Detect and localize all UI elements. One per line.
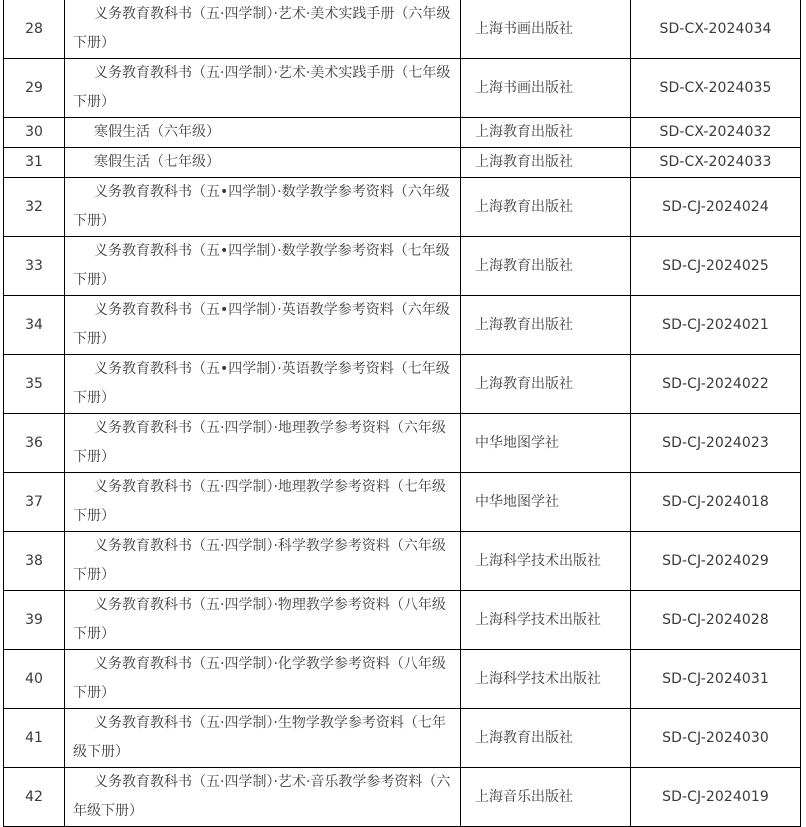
book-title — [65, 118, 461, 148]
book-title-line1: 义务教育教科书（五•四学制）·英语教学参考资料 — [94, 361, 394, 377]
book-title — [65, 768, 461, 827]
book-title-line1: 义务教育教科书（五·四学制）·地理教学参考资料 — [94, 420, 390, 436]
catalog-code: SD-CJ-2024029 — [631, 532, 801, 591]
row-number: 42 — [4, 768, 65, 827]
book-title-line2: （七年级下册） — [73, 361, 450, 406]
catalog-code: SD-CJ-2024021 — [631, 296, 801, 355]
catalog-code: SD-CX-2024034 — [631, 0, 801, 59]
table-body — [4, 0, 801, 827]
table-row — [4, 768, 801, 827]
book-title — [65, 473, 461, 532]
row-number: 39 — [4, 591, 65, 650]
row-number: 28 — [4, 0, 65, 59]
book-title — [65, 59, 461, 118]
publisher: 上海教育出版社 — [461, 118, 631, 148]
book-title — [65, 414, 461, 473]
publisher: 上海教育出版社 — [461, 296, 631, 355]
book-title-line1: 寒假生活（六年级） — [94, 124, 220, 140]
book-title-line1: 义务教育教科书（五·四学制）·艺术·音乐教学参考 — [94, 774, 395, 790]
book-title-line2: （七年级下册） — [73, 243, 450, 288]
book-title-line1: 义务教育教科书（五•四学制）·数学教学参考资料 — [94, 243, 394, 259]
book-title-line1: 义务教育教科书（五·四学制）·地理教学参考资料 — [94, 479, 390, 495]
publisher: 上海教育出版社 — [461, 178, 631, 237]
catalog-code: SD-CJ-2024019 — [631, 768, 801, 827]
book-title-line2: （六年级下册） — [73, 538, 446, 583]
book-title — [65, 355, 461, 414]
row-number: 32 — [4, 178, 65, 237]
row-number: 37 — [4, 473, 65, 532]
catalog-code: SD-CJ-2024025 — [631, 237, 801, 296]
book-title-line1: 义务教育教科书（五·四学制）·艺术·美术实践手册 — [94, 6, 395, 22]
table-row — [4, 355, 801, 414]
book-title — [65, 591, 461, 650]
row-number: 38 — [4, 532, 65, 591]
book-title-line2: （六年级下册） — [73, 6, 451, 51]
book-title-line2: （七年级下册） — [73, 715, 446, 760]
publisher: 上海教育出版社 — [461, 237, 631, 296]
table-row — [4, 237, 801, 296]
publisher: 上海教育出版社 — [461, 355, 631, 414]
table-row — [4, 0, 801, 59]
publisher: 上海科学技术出版社 — [461, 532, 631, 591]
publisher: 上海书画出版社 — [461, 59, 631, 118]
table-row — [4, 118, 801, 148]
textbook-list-table — [3, 0, 801, 827]
table-row — [4, 591, 801, 650]
row-number: 30 — [4, 118, 65, 148]
book-title-line2: （六年级下册） — [73, 420, 446, 465]
catalog-code: SD-CJ-2024024 — [631, 178, 801, 237]
book-title — [65, 709, 461, 768]
publisher: 中华地图学社 — [461, 473, 631, 532]
book-title-line2: （六年级下册） — [73, 302, 450, 347]
table-row — [4, 414, 801, 473]
table-row — [4, 709, 801, 768]
row-number: 35 — [4, 355, 65, 414]
book-title-line2: 资料（六年级下册） — [73, 774, 451, 819]
book-title-line1: 义务教育教科书（五·四学制）·艺术·美术实践手册 — [94, 65, 395, 81]
publisher: 上海科学技术出版社 — [461, 650, 631, 709]
book-title-line1: 义务教育教科书（五•四学制）·数学教学参考资料 — [94, 184, 394, 200]
book-title — [65, 237, 461, 296]
table-row — [4, 148, 801, 178]
publisher: 上海教育出版社 — [461, 709, 631, 768]
catalog-code: SD-CJ-2024018 — [631, 473, 801, 532]
book-title — [65, 296, 461, 355]
book-title-line2: （七年级下册） — [73, 65, 451, 110]
book-title — [65, 532, 461, 591]
row-number: 34 — [4, 296, 65, 355]
publisher: 上海书画出版社 — [461, 0, 631, 59]
table-row — [4, 532, 801, 591]
table-row — [4, 650, 801, 709]
book-title-line2: （八年级下册） — [73, 656, 446, 701]
table-row — [4, 296, 801, 355]
book-title — [65, 148, 461, 178]
publisher: 上海教育出版社 — [461, 148, 631, 178]
book-title-line1: 寒假生活（七年级） — [94, 154, 220, 170]
publisher: 上海科学技术出版社 — [461, 591, 631, 650]
book-title-line2: （七年级下册） — [73, 479, 446, 524]
catalog-code: SD-CJ-2024028 — [631, 591, 801, 650]
catalog-code: SD-CJ-2024023 — [631, 414, 801, 473]
publisher: 上海音乐出版社 — [461, 768, 631, 827]
row-number: 36 — [4, 414, 65, 473]
row-number: 41 — [4, 709, 65, 768]
row-number: 40 — [4, 650, 65, 709]
book-title-line2: （六年级下册） — [73, 184, 450, 229]
book-title-line1: 义务教育教科书（五•四学制）·英语教学参考资料 — [94, 302, 394, 318]
row-number: 33 — [4, 237, 65, 296]
book-title-line1: 义务教育教科书（五·四学制）·物理教学参考资料 — [94, 597, 390, 613]
catalog-code: SD-CJ-2024031 — [631, 650, 801, 709]
catalog-code: SD-CX-2024035 — [631, 59, 801, 118]
catalog-code: SD-CX-2024032 — [631, 118, 801, 148]
row-number: 31 — [4, 148, 65, 178]
row-number: 29 — [4, 59, 65, 118]
catalog-code: SD-CJ-2024022 — [631, 355, 801, 414]
catalog-code: SD-CX-2024033 — [631, 148, 801, 178]
publisher: 中华地图学社 — [461, 414, 631, 473]
book-title-line2: （八年级下册） — [73, 597, 446, 642]
catalog-code: SD-CJ-2024030 — [631, 709, 801, 768]
book-title — [65, 178, 461, 237]
book-title-line1: 义务教育教科书（五·四学制）·生物学教学参考资料 — [94, 715, 404, 731]
table-row — [4, 59, 801, 118]
book-title-line1: 义务教育教科书（五·四学制）·化学教学参考资料 — [94, 656, 390, 672]
book-title — [65, 0, 461, 59]
table-row — [4, 473, 801, 532]
table-row — [4, 178, 801, 237]
book-title-line1: 义务教育教科书（五·四学制）·科学教学参考资料 — [94, 538, 390, 554]
book-title — [65, 650, 461, 709]
